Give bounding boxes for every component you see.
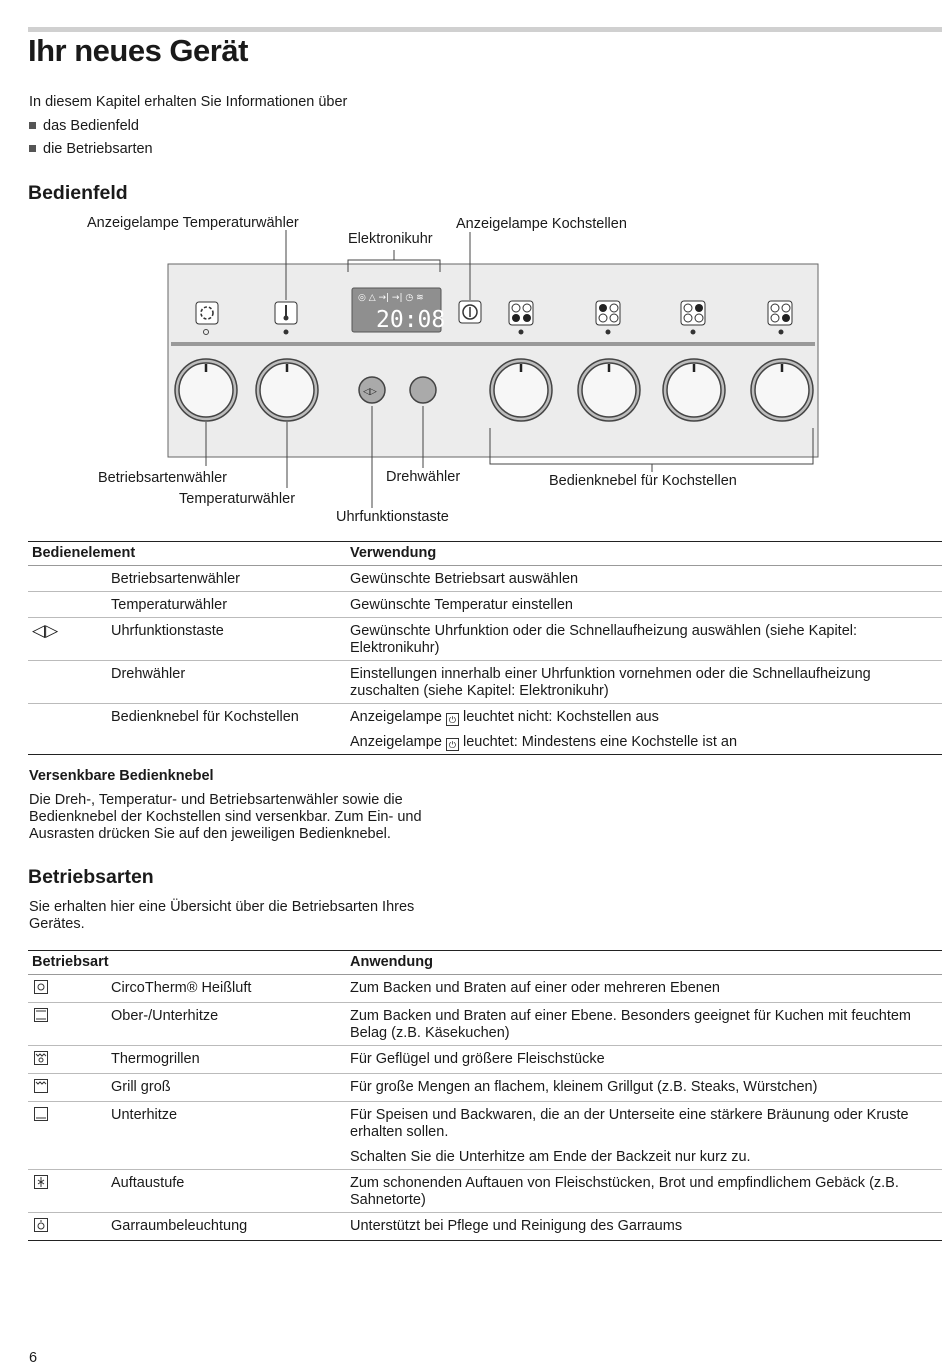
- label-rotary-selector: Drehwähler: [386, 469, 461, 485]
- table-row: Thermogrillen Für Geflügel und größere Fleischstücke: [28, 1046, 942, 1074]
- bullet-item: die Betriebsarten: [29, 141, 153, 157]
- bullet-item: das Bedienfeld: [29, 118, 139, 134]
- hob-lamp-icon: ⏻: [446, 713, 459, 726]
- table-row: Unterhitze Für Speisen und Backwaren, die an der Unterseite eine stärkere Bräunung oder Kruste erhalten sollen. Schalten Sie die Unterhitze am Ende der Backzeit nur kurz zu.: [28, 1102, 942, 1170]
- page-title: Ihr neues Gerät: [28, 33, 248, 68]
- label-hob-knobs: Bedienknebel für Kochstellen: [549, 473, 737, 489]
- table-row: Bedienknebel für Kochstellen Anzeigelampe ⏻ leuchtet nicht: Kochstellen aus Anzeigelampe ⏻ leuchtet: Mindestens eine Kochstelle ist an: [28, 704, 942, 755]
- top-bottom-heat-icon: [34, 1008, 48, 1022]
- modes-table: [28, 950, 942, 1241]
- temperature-indicator-lamp: [284, 330, 289, 335]
- large-grill-icon: [34, 1079, 48, 1093]
- table-header-element: Bedienelement: [28, 542, 346, 566]
- table-header-mode: Betriebsart: [28, 951, 346, 975]
- table-row: Auftaustufe Zum schonenden Auftauen von Fleischstücken, Brot und empfindlichem Gebäck (z.B. Sahnetorte): [28, 1170, 942, 1213]
- label-temperature-lamp: Anzeigelampe Temperaturwähler: [87, 215, 299, 231]
- table-row: Temperaturwähler Gewünschte Temperatur einstellen: [28, 592, 942, 618]
- intro-text: In diesem Kapitel erhalten Sie Informationen über: [29, 94, 348, 110]
- page-number: 6: [29, 1350, 38, 1366]
- oven-light-icon: [34, 1218, 48, 1232]
- table-row: Ober-/Unterhitze Zum Backen und Braten auf einer Ebene. Besonders geeignet für Kuchen mit feuchtem Belag (z.B. Käsekuchen): [28, 1003, 942, 1046]
- section-heading-betriebsarten: Betriebsarten: [28, 866, 154, 888]
- rotary-selector-button: [410, 377, 436, 403]
- clock-time: 20:08: [376, 307, 446, 333]
- label-temperature-selector: Temperaturwähler: [179, 491, 296, 507]
- betriebsarten-intro: Sie erhalten hier eine Übersicht über die Betriebsarten Ihres Gerätes.: [29, 899, 415, 932]
- table-row: Drehwähler Einstellungen innerhalb einer Uhrfunktion vornehmen oder die Schnellaufheizung zuschalten (siehe Kapitel: Elektronikuhr): [28, 661, 942, 704]
- bottom-heat-icon: [34, 1107, 48, 1121]
- subheading-retractable-knobs: Versenkbare Bedienknebel: [29, 768, 214, 784]
- section-heading-bedienfeld: Bedienfeld: [28, 182, 128, 204]
- defrost-icon: [34, 1175, 48, 1189]
- label-hob-lamp: Anzeigelampe Kochstellen: [456, 216, 627, 232]
- retractable-knobs-text: Die Dreh-, Temperatur- und Betriebsartenwähler sowie die Bedienknebel der Kochstellen sind versenkbar. Zum Ein- und Ausrasten drücken Sie auf den jeweiligen Bedienknebel.: [29, 792, 422, 842]
- table-row: CircoTherm® Heißluft Zum Backen und Braten auf einer oder mehreren Ebenen: [28, 975, 942, 1003]
- left-right-arrow-icon: ◁▷: [28, 618, 107, 661]
- bullet-square-icon: [29, 145, 36, 152]
- panel-body: [168, 264, 818, 457]
- table-row: Grill groß Für große Mengen an flachem, kleinem Grillgut (z.B. Steaks, Würstchen): [28, 1074, 942, 1102]
- thermogrill-icon: [34, 1051, 48, 1065]
- table-header-application: Anwendung: [346, 951, 942, 975]
- label-mode-selector: Betriebsartenwähler: [98, 470, 227, 486]
- table-row: ◁▷ Uhrfunktionstaste Gewünschte Uhrfunktion oder die Schnellaufheizung auswählen (siehe Kapitel: Elektronikuhr): [28, 618, 942, 661]
- hob-lamp-icon: ⏻: [446, 738, 459, 751]
- label-electronic-clock: Elektronikuhr: [348, 231, 433, 247]
- top-rule: [28, 27, 942, 32]
- table-row: Garraumbeleuchtung Unterstützt bei Pflege und Reinigung des Garraums: [28, 1213, 942, 1241]
- controls-table: [28, 541, 942, 755]
- bullet-square-icon: [29, 122, 36, 129]
- clock-symbols: ◎ △ →| →| ◷ ≋: [358, 293, 424, 303]
- svg-text:◁▷: ◁▷: [363, 387, 377, 397]
- label-clock-function-button: Uhrfunktionstaste: [336, 509, 449, 525]
- table-row: Betriebsartenwähler Gewünschte Betriebsart auswählen: [28, 566, 942, 592]
- mode-symbol-icon: [196, 302, 218, 324]
- fan-heat-icon: [34, 980, 48, 994]
- table-header-use: Verwendung: [346, 542, 942, 566]
